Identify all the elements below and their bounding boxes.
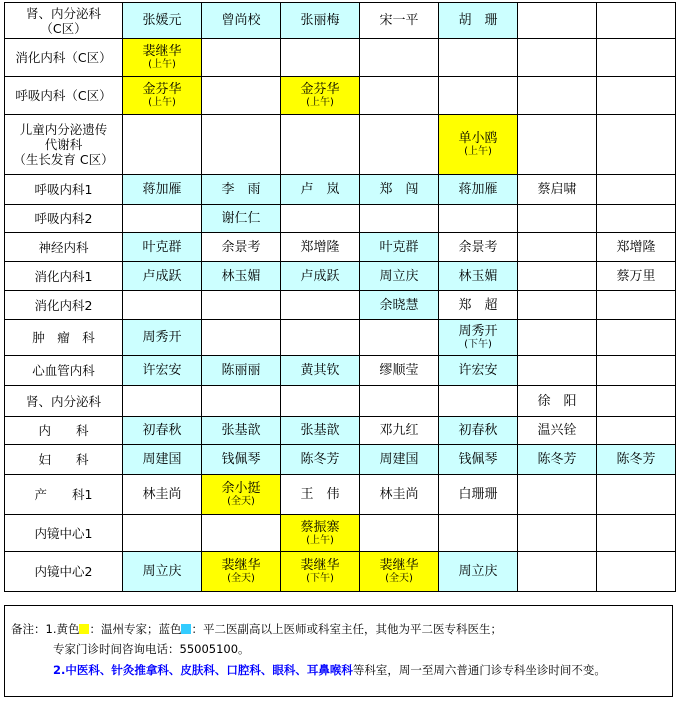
- notes-departments: 中医科、针灸推拿科、皮肤科、口腔科、眼科、耳鼻喉科: [65, 663, 353, 677]
- empty-cell: [518, 39, 597, 77]
- doctor-name-cell: 林圭尚: [360, 475, 439, 515]
- table-row: [5, 233, 676, 262]
- doctor-name-cell: 白珊珊: [439, 475, 518, 515]
- notes-line-3: [53, 662, 606, 678]
- doctor-name-cell: 张媛元: [123, 3, 202, 39]
- doctor-name-cell: 初春秋: [123, 417, 202, 445]
- empty-cell: [281, 39, 360, 77]
- empty-cell: [281, 291, 360, 320]
- doctor-name-cell: 黄其钦: [281, 356, 360, 386]
- empty-cell: [518, 291, 597, 320]
- doctor-name-cell: 周建国: [123, 445, 202, 475]
- empty-cell: [518, 115, 597, 175]
- doctor-name-cell: 林玉媚: [202, 262, 281, 291]
- empty-cell: [518, 77, 597, 115]
- department-cell: 产 科1: [5, 475, 123, 515]
- table-row: [5, 417, 676, 445]
- doctor-name-cell: 卢 岚: [281, 175, 360, 205]
- session-label: (全天): [385, 573, 413, 584]
- session-label: (下午): [464, 339, 492, 350]
- department-cell: 内镜中心1: [5, 515, 123, 552]
- empty-cell: [123, 205, 202, 233]
- session-label: (上午): [306, 534, 334, 546]
- empty-cell: [439, 515, 518, 552]
- doctor-name-cell: 余晓慧: [360, 291, 439, 320]
- doctor-name: 金芬华: [142, 82, 182, 97]
- doctor-name-cell: 宋一平: [360, 3, 439, 39]
- notes-yellow-text: ：温州专家；蓝色: [89, 622, 182, 636]
- schedule-cell: [202, 552, 281, 592]
- doctor-name: 金芬华: [300, 82, 340, 97]
- notes-tail: 等科室，周一至周六普通门诊专科坐诊时间不变。: [352, 663, 606, 677]
- empty-cell: [281, 115, 360, 175]
- doctor-name-cell: 周立庆: [439, 552, 518, 592]
- doctor-name-cell: 初春秋: [439, 417, 518, 445]
- table-row: [5, 39, 676, 77]
- table-row: [5, 515, 676, 552]
- table-row: [5, 445, 676, 475]
- session-label: (下午): [306, 573, 334, 584]
- empty-cell: [597, 291, 676, 320]
- empty-cell: [597, 77, 676, 115]
- table-row: [5, 262, 676, 291]
- doctor-name-cell: 卢成跃: [123, 262, 202, 291]
- doctor-name: 裴继华: [300, 558, 340, 573]
- table-row: [5, 77, 676, 115]
- notes-box: [4, 605, 673, 697]
- doctor-name: 裴继华: [379, 558, 419, 573]
- empty-cell: [439, 205, 518, 233]
- department-cell: 肿 瘤 科: [5, 320, 123, 356]
- department-cell: 妇 科: [5, 445, 123, 475]
- table-row: [5, 320, 676, 356]
- doctor-name-cell: 张基歆: [281, 417, 360, 445]
- empty-cell: [439, 77, 518, 115]
- doctor-name-cell: 胡 珊: [439, 3, 518, 39]
- doctor-name-cell: 郑增隆: [281, 233, 360, 262]
- doctor-name-cell: 王 伟: [281, 475, 360, 515]
- doctor-name-cell: 余景考: [439, 233, 518, 262]
- empty-cell: [202, 320, 281, 356]
- session-label: (全天): [227, 496, 255, 507]
- notes-prefix: 备注：1.黄色: [11, 622, 80, 636]
- doctor-name-cell: 张基歆: [202, 417, 281, 445]
- schedule-cell: [360, 552, 439, 592]
- table-row: [5, 205, 676, 233]
- doctor-name-cell: 周建国: [360, 445, 439, 475]
- empty-cell: [360, 115, 439, 175]
- empty-cell: [202, 115, 281, 175]
- doctor-name-cell: 蒋加雁: [123, 175, 202, 205]
- empty-cell: [597, 552, 676, 592]
- empty-cell: [123, 115, 202, 175]
- table-row: [5, 291, 676, 320]
- doctor-name-cell: 叶克群: [360, 233, 439, 262]
- empty-cell: [439, 386, 518, 417]
- doctor-name-cell: 周秀开: [123, 320, 202, 356]
- doctor-name-cell: 曾尚校: [202, 3, 281, 39]
- notes-line-1: [11, 621, 502, 637]
- doctor-name-cell: 周立庆: [123, 552, 202, 592]
- doctor-name-cell: 林玉媚: [439, 262, 518, 291]
- session-label: (全天): [227, 573, 255, 584]
- empty-cell: [202, 39, 281, 77]
- department-cell: 内镜中心2: [5, 552, 123, 592]
- department-cell: 消化内科（C区）: [5, 39, 123, 77]
- empty-cell: [439, 39, 518, 77]
- empty-cell: [360, 320, 439, 356]
- schedule-cell: [281, 515, 360, 552]
- empty-cell: [123, 386, 202, 417]
- empty-cell: [597, 39, 676, 77]
- notes-item2-num: 2.: [53, 663, 66, 677]
- doctor-name: 裴继华: [221, 558, 261, 573]
- doctor-name-cell: 张丽梅: [281, 3, 360, 39]
- department-cell: 消化内科2: [5, 291, 123, 320]
- empty-cell: [360, 515, 439, 552]
- department-cell: 神经内科: [5, 233, 123, 262]
- empty-cell: [281, 386, 360, 417]
- empty-cell: [202, 386, 281, 417]
- table-row: [5, 115, 676, 175]
- table-row: [5, 475, 676, 515]
- table-row: [5, 552, 676, 592]
- doctor-name-cell: 郑 闯: [360, 175, 439, 205]
- empty-cell: [597, 417, 676, 445]
- empty-cell: [597, 386, 676, 417]
- empty-cell: [202, 77, 281, 115]
- doctor-name: 蔡振寨: [300, 519, 340, 535]
- empty-cell: [597, 115, 676, 175]
- empty-cell: [597, 356, 676, 386]
- department-cell: 呼吸内科1: [5, 175, 123, 205]
- schedule-cell: [281, 77, 360, 115]
- table-row: [5, 175, 676, 205]
- table-row: [5, 3, 676, 39]
- empty-cell: [123, 515, 202, 552]
- doctor-name-cell: 余景考: [202, 233, 281, 262]
- doctor-name-cell: 温兴铨: [518, 417, 597, 445]
- empty-cell: [518, 475, 597, 515]
- session-label: (上午): [148, 59, 176, 70]
- empty-cell: [518, 320, 597, 356]
- empty-cell: [518, 515, 597, 552]
- doctor-name-cell: 蔡万里: [597, 262, 676, 291]
- doctor-name-cell: 蒋加雁: [439, 175, 518, 205]
- schedule-table: [4, 2, 676, 592]
- doctor-name-cell: 许宏安: [123, 356, 202, 386]
- empty-cell: [202, 515, 281, 552]
- doctor-name-cell: 钱佩琴: [439, 445, 518, 475]
- table-row: [5, 356, 676, 386]
- notes-line-2: [53, 641, 250, 657]
- doctor-name-cell: 陈冬芳: [281, 445, 360, 475]
- schedule-cell: [439, 320, 518, 356]
- empty-cell: [597, 205, 676, 233]
- doctor-name: 单小鸥: [458, 131, 498, 146]
- empty-cell: [360, 386, 439, 417]
- doctor-name-cell: 陈冬芳: [597, 445, 676, 475]
- department-cell: 儿童内分泌遗传 代谢科 （生长发育 C区）: [5, 115, 123, 175]
- empty-cell: [518, 356, 597, 386]
- schedule-cell: [439, 115, 518, 175]
- department-cell: 呼吸内科（C区）: [5, 77, 123, 115]
- empty-cell: [518, 205, 597, 233]
- empty-cell: [360, 39, 439, 77]
- empty-cell: [597, 475, 676, 515]
- empty-cell: [123, 291, 202, 320]
- empty-cell: [518, 3, 597, 39]
- empty-cell: [518, 233, 597, 262]
- doctor-name-cell: 缪顺莹: [360, 356, 439, 386]
- doctor-name: 余小挺: [221, 481, 261, 496]
- doctor-name-cell: 陈冬芳: [518, 445, 597, 475]
- doctor-name-cell: 钱佩琴: [202, 445, 281, 475]
- notes-phone: 专家门诊时间咨询电话：55005100。: [53, 642, 250, 656]
- empty-cell: [202, 291, 281, 320]
- schedule-cell: [123, 39, 202, 77]
- schedule-cell: [281, 552, 360, 592]
- department-cell: 肾、内分泌科: [5, 386, 123, 417]
- empty-cell: [597, 320, 676, 356]
- session-label: (上午): [464, 146, 492, 157]
- doctor-name-cell: 邓九红: [360, 417, 439, 445]
- doctor-name-cell: 李 雨: [202, 175, 281, 205]
- doctor-name-cell: 谢仁仁: [202, 205, 281, 233]
- doctor-name-cell: 周立庆: [360, 262, 439, 291]
- doctor-name-cell: 叶克群: [123, 233, 202, 262]
- empty-cell: [360, 77, 439, 115]
- doctor-name-cell: 林圭尚: [123, 475, 202, 515]
- schedule-cell: [123, 77, 202, 115]
- doctor-name-cell: 卢成跃: [281, 262, 360, 291]
- department-cell: 消化内科1: [5, 262, 123, 291]
- doctor-name-cell: 蔡启啸: [518, 175, 597, 205]
- empty-cell: [597, 175, 676, 205]
- empty-cell: [518, 552, 597, 592]
- doctor-name: 裴继华: [142, 44, 182, 59]
- blue-swatch: [181, 624, 191, 634]
- notes-blue-text: ：平二医副高以上医师或科室主任，其他为平二医专科医生；: [191, 622, 502, 636]
- doctor-name-cell: 郑增隆: [597, 233, 676, 262]
- table-row: [5, 386, 676, 417]
- empty-cell: [360, 205, 439, 233]
- doctor-name-cell: 徐 阳: [518, 386, 597, 417]
- doctor-name-cell: 陈丽丽: [202, 356, 281, 386]
- empty-cell: [597, 3, 676, 39]
- session-label: (上午): [306, 97, 334, 108]
- doctor-name-cell: 郑 超: [439, 291, 518, 320]
- yellow-swatch: [79, 624, 89, 634]
- empty-cell: [281, 205, 360, 233]
- department-cell: 呼吸内科2: [5, 205, 123, 233]
- empty-cell: [518, 262, 597, 291]
- department-cell: 肾、内分泌科 （C区）: [5, 3, 123, 39]
- department-cell: 心血管内科: [5, 356, 123, 386]
- session-label: (上午): [148, 97, 176, 108]
- doctor-name: 周秀开: [458, 324, 498, 339]
- schedule-cell: [202, 475, 281, 515]
- doctor-name-cell: 许宏安: [439, 356, 518, 386]
- department-cell: 内 科: [5, 417, 123, 445]
- empty-cell: [597, 515, 676, 552]
- empty-cell: [281, 320, 360, 356]
